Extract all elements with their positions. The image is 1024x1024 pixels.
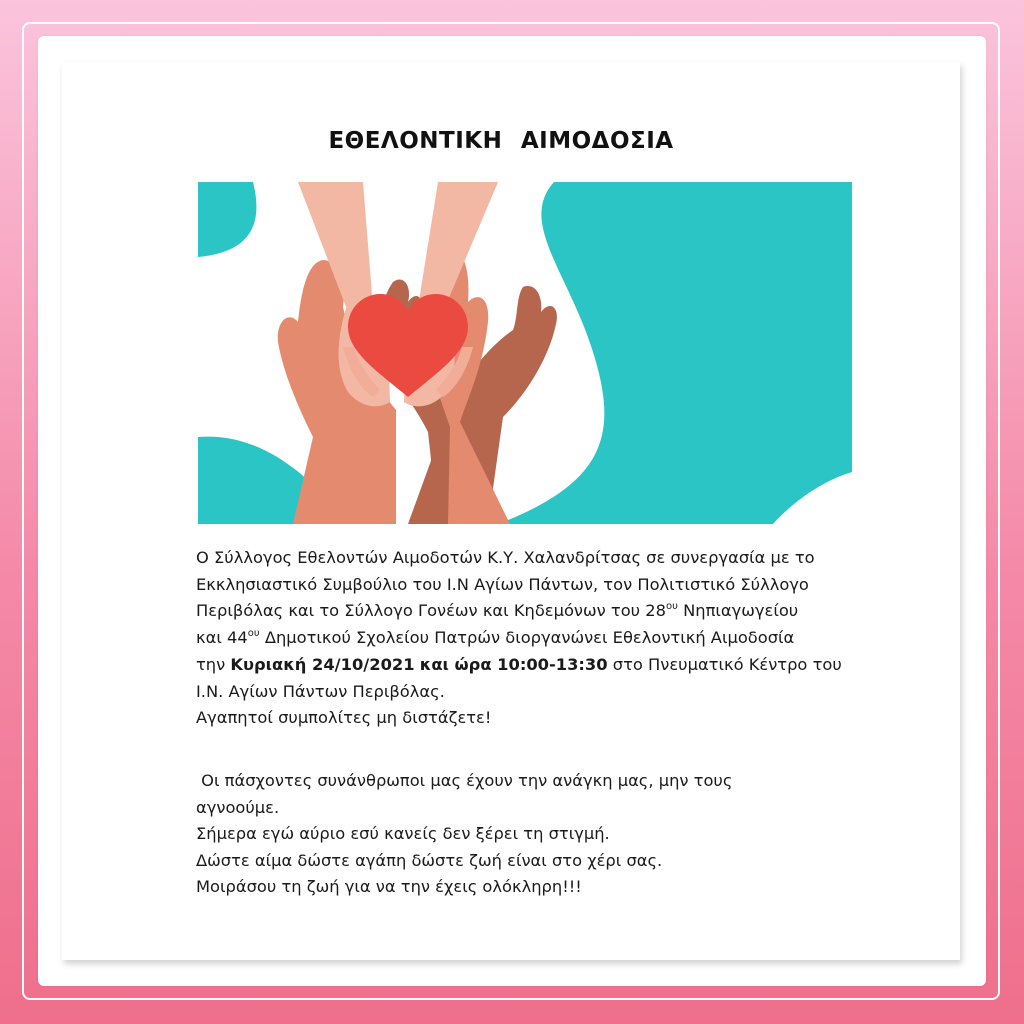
announcement-paragraph bbox=[196, 545, 886, 732]
paragraph-line: Ο Σύλλογος Εθελοντών Αιμοδοτών Κ.Υ. Χαλανδρίτσας σε συνεργασία με το bbox=[196, 548, 815, 567]
paragraph-line: Μοιράσου τη ζωή για να την έχεις ολόκληρη!!! bbox=[196, 877, 582, 896]
paragraph-line bbox=[196, 625, 886, 652]
text-segment: και 44 bbox=[196, 628, 248, 648]
page-title: ΕΘΕΛΟΝΤΙΚΗ ΑΙΜΟΔΟΣΙΑ bbox=[328, 128, 674, 154]
paragraph-line bbox=[196, 598, 886, 625]
paragraph-line: Ι.Ν. Αγίων Πάντων Περιβόλας. bbox=[196, 681, 445, 701]
text-segment: στο Πνευματικό Κέντρο του bbox=[607, 654, 842, 674]
text-segment: Περιβόλας και το Σύλλογο Γονέων και Κηδεμόνων του 28 bbox=[196, 601, 666, 621]
ordinal-suffix: ου bbox=[247, 628, 260, 640]
text-segment: Δημοτικού Σχολείου Πατρών διοργανώνει Εθελοντική Αιμοδοσία bbox=[259, 628, 795, 648]
paragraph-line: Οι πάσχοντες συνάνθρωποι μας έχουν την ανάγκη μας, μην τους bbox=[196, 771, 733, 790]
paragraph-line: Εκκλησιαστικό Συμβούλιο του Ι.Ν Αγίων Πάντων, τον Πολιτιστικό Σύλλογο bbox=[196, 574, 809, 594]
paragraph-line: Αγαπητοί συμπολίτες μη διστάζετε! bbox=[196, 708, 492, 728]
appeal-paragraph bbox=[196, 768, 886, 901]
paragraph-line bbox=[196, 652, 886, 679]
ordinal-suffix: ου bbox=[666, 601, 678, 613]
paragraph-line: Σήμερα εγώ αύριο εσύ κανείς δεν ξέρει τη στιγμή. bbox=[196, 824, 610, 843]
paragraph-line: αγνοούμε. bbox=[196, 797, 280, 817]
hands-holding-heart-icon bbox=[198, 182, 852, 524]
event-time: και ώρα 10:00-13:30 bbox=[419, 654, 608, 674]
text-segment: την bbox=[196, 654, 231, 674]
text-segment: Νηπιαγωγείου bbox=[677, 601, 799, 621]
paragraph-line: Δώστε αίμα δώστε αγάπη δώστε ζωή είναι στο χέρι σας. bbox=[196, 850, 663, 870]
event-date: Κυριακή 24/10/2021 bbox=[230, 654, 415, 674]
